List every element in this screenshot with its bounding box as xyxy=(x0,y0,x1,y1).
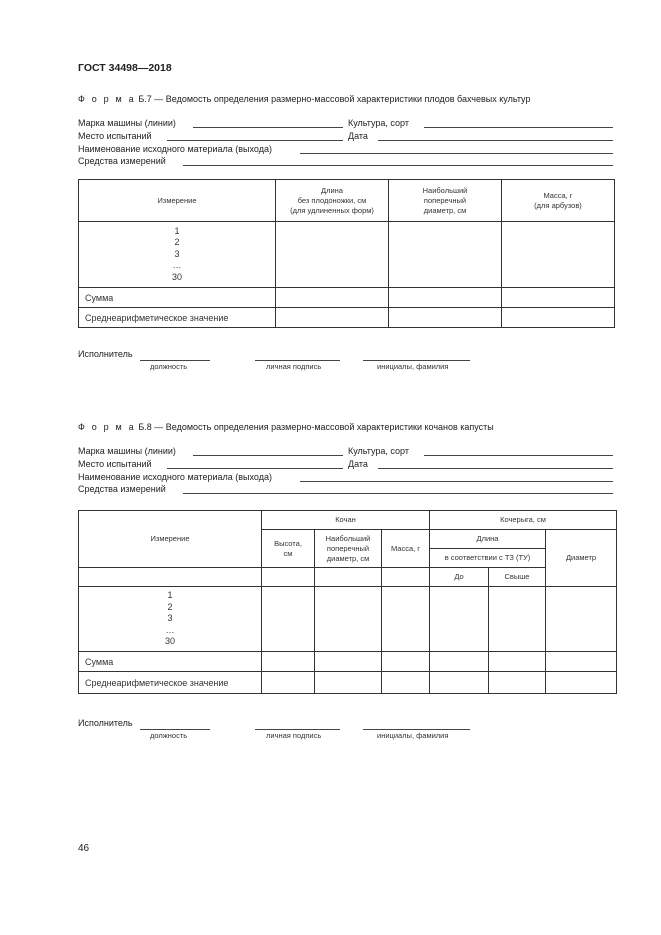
table-cell[interactable] xyxy=(430,587,489,652)
table-cell[interactable] xyxy=(382,652,430,672)
form-b8-prefix: Ф о р м а xyxy=(78,422,136,432)
table-cell[interactable] xyxy=(315,672,382,694)
table-cell[interactable] xyxy=(430,672,489,694)
col-header-length: Длина xyxy=(430,530,546,549)
field-label-machine: Марка машины (линии) xyxy=(78,118,176,128)
table-cell xyxy=(262,568,315,587)
table-cell xyxy=(382,568,430,587)
blank-line xyxy=(167,140,343,141)
signature-sub-name: инициалы, фамилия xyxy=(377,731,449,740)
blank-line xyxy=(167,468,343,469)
field-label-material: Наименование исходного материала (выхода) xyxy=(78,144,272,154)
signature-label: Исполнитель xyxy=(78,718,133,728)
signature-sub-name: инициалы, фамилия xyxy=(377,362,449,371)
blank-line xyxy=(378,468,613,469)
col-header-diameter: Наибольший поперечный диаметр, см xyxy=(389,180,502,222)
document-header: ГОСТ 34498—2018 xyxy=(78,62,172,74)
blank-line xyxy=(424,127,613,128)
field-label-date: Дата xyxy=(348,131,368,141)
table-cell[interactable] xyxy=(262,672,315,694)
col-header-above: Свыше xyxy=(489,568,546,587)
blank-line xyxy=(424,455,613,456)
field-label-material: Наименование исходного материала (выхода) xyxy=(78,472,272,482)
blank-line xyxy=(193,455,343,456)
table-cell[interactable] xyxy=(276,288,389,308)
blank-line xyxy=(378,140,613,141)
row-label-sum: Сумма xyxy=(79,652,262,672)
col-header-mass: Масса, г (для арбузов) xyxy=(502,180,615,222)
table-cell[interactable] xyxy=(382,587,430,652)
table-cell[interactable] xyxy=(276,308,389,328)
form-b7-title-text: Б.7 — Ведомость определения размерно-массовой характеристики плодов бахчевых культур xyxy=(135,94,531,104)
signature-line-name xyxy=(363,360,470,361)
table-cell xyxy=(315,568,382,587)
table-cell[interactable] xyxy=(489,652,546,672)
signature-line-name xyxy=(363,729,470,730)
row-label-mean: Среднеарифметическое значение xyxy=(79,672,262,694)
row-numbers: 1 2 3 … 30 xyxy=(79,587,262,652)
page-number: 46 xyxy=(78,843,90,854)
col-header-measure: Измерение xyxy=(79,180,276,222)
signature-label: Исполнитель xyxy=(78,349,133,359)
table-cell[interactable] xyxy=(389,308,502,328)
signature-sub-position: должность xyxy=(150,362,188,371)
field-label-place: Место испытаний xyxy=(78,459,152,469)
signature-line-position xyxy=(140,729,210,730)
field-label-culture: Культура, сорт xyxy=(348,118,409,128)
signature-line-sign xyxy=(255,729,340,730)
table-cell[interactable] xyxy=(489,672,546,694)
col-header-k-diameter: Диаметр xyxy=(546,530,617,587)
table-cell[interactable] xyxy=(489,587,546,652)
col-header-according: в соответствии с ТЗ (ТУ) xyxy=(430,549,546,568)
col-header-height: Высота, см xyxy=(262,530,315,568)
table-cell[interactable] xyxy=(389,288,502,308)
table-cell[interactable] xyxy=(382,672,430,694)
table-cell[interactable] xyxy=(389,222,502,288)
table-cell[interactable] xyxy=(262,587,315,652)
signature-line-position xyxy=(140,360,210,361)
col-header-length: Длина без плодоножки, см (для удлиненных форм) xyxy=(276,180,389,222)
form-b8-title xyxy=(78,422,494,432)
col-header-measure: Измерение xyxy=(79,511,262,568)
col-header-mass: Масса, г xyxy=(382,530,430,568)
form-b7-prefix: Ф о р м а xyxy=(78,94,136,104)
field-label-date: Дата xyxy=(348,459,368,469)
signature-sub-position: должность xyxy=(150,731,188,740)
form-b7-title xyxy=(78,94,530,104)
form-b8-title-text: Б.8 — Ведомость определения размерно-массовой характеристики кочанов капусты xyxy=(135,422,494,432)
col-header-diameter: Наибольший поперечный диаметр, см xyxy=(315,530,382,568)
table-cell[interactable] xyxy=(430,652,489,672)
row-label-sum: Сумма xyxy=(79,288,276,308)
field-label-culture: Культура, сорт xyxy=(348,446,409,456)
table-cell xyxy=(79,568,262,587)
table-cell[interactable] xyxy=(315,587,382,652)
blank-line xyxy=(300,481,613,482)
field-label-place: Место испытаний xyxy=(78,131,152,141)
table-cell[interactable] xyxy=(276,222,389,288)
signature-sub-sign: личная подпись xyxy=(266,362,322,371)
col-header-to: До xyxy=(430,568,489,587)
field-label-instruments: Средства измерений xyxy=(78,484,166,494)
table-cell[interactable] xyxy=(502,222,615,288)
table-cell[interactable] xyxy=(546,672,617,694)
field-label-instruments: Средства измерений xyxy=(78,156,166,166)
blank-line xyxy=(300,153,613,154)
row-numbers: 1 2 3 … 30 xyxy=(79,222,276,288)
blank-line xyxy=(193,127,343,128)
col-header-kocheryga: Кочерыга, см xyxy=(430,511,617,530)
form-b8-table xyxy=(78,510,617,694)
table-cell[interactable] xyxy=(502,288,615,308)
table-cell[interactable] xyxy=(262,652,315,672)
form-b7-table xyxy=(78,179,615,328)
signature-line-sign xyxy=(255,360,340,361)
table-cell[interactable] xyxy=(502,308,615,328)
table-cell[interactable] xyxy=(546,587,617,652)
blank-line xyxy=(183,493,613,494)
row-label-mean: Среднеарифметическое значение xyxy=(79,308,276,328)
field-label-machine: Марка машины (линии) xyxy=(78,446,176,456)
col-header-kochan: Кочан xyxy=(262,511,430,530)
table-cell[interactable] xyxy=(546,652,617,672)
table-cell[interactable] xyxy=(315,652,382,672)
blank-line xyxy=(183,165,613,166)
signature-sub-sign: личная подпись xyxy=(266,731,322,740)
